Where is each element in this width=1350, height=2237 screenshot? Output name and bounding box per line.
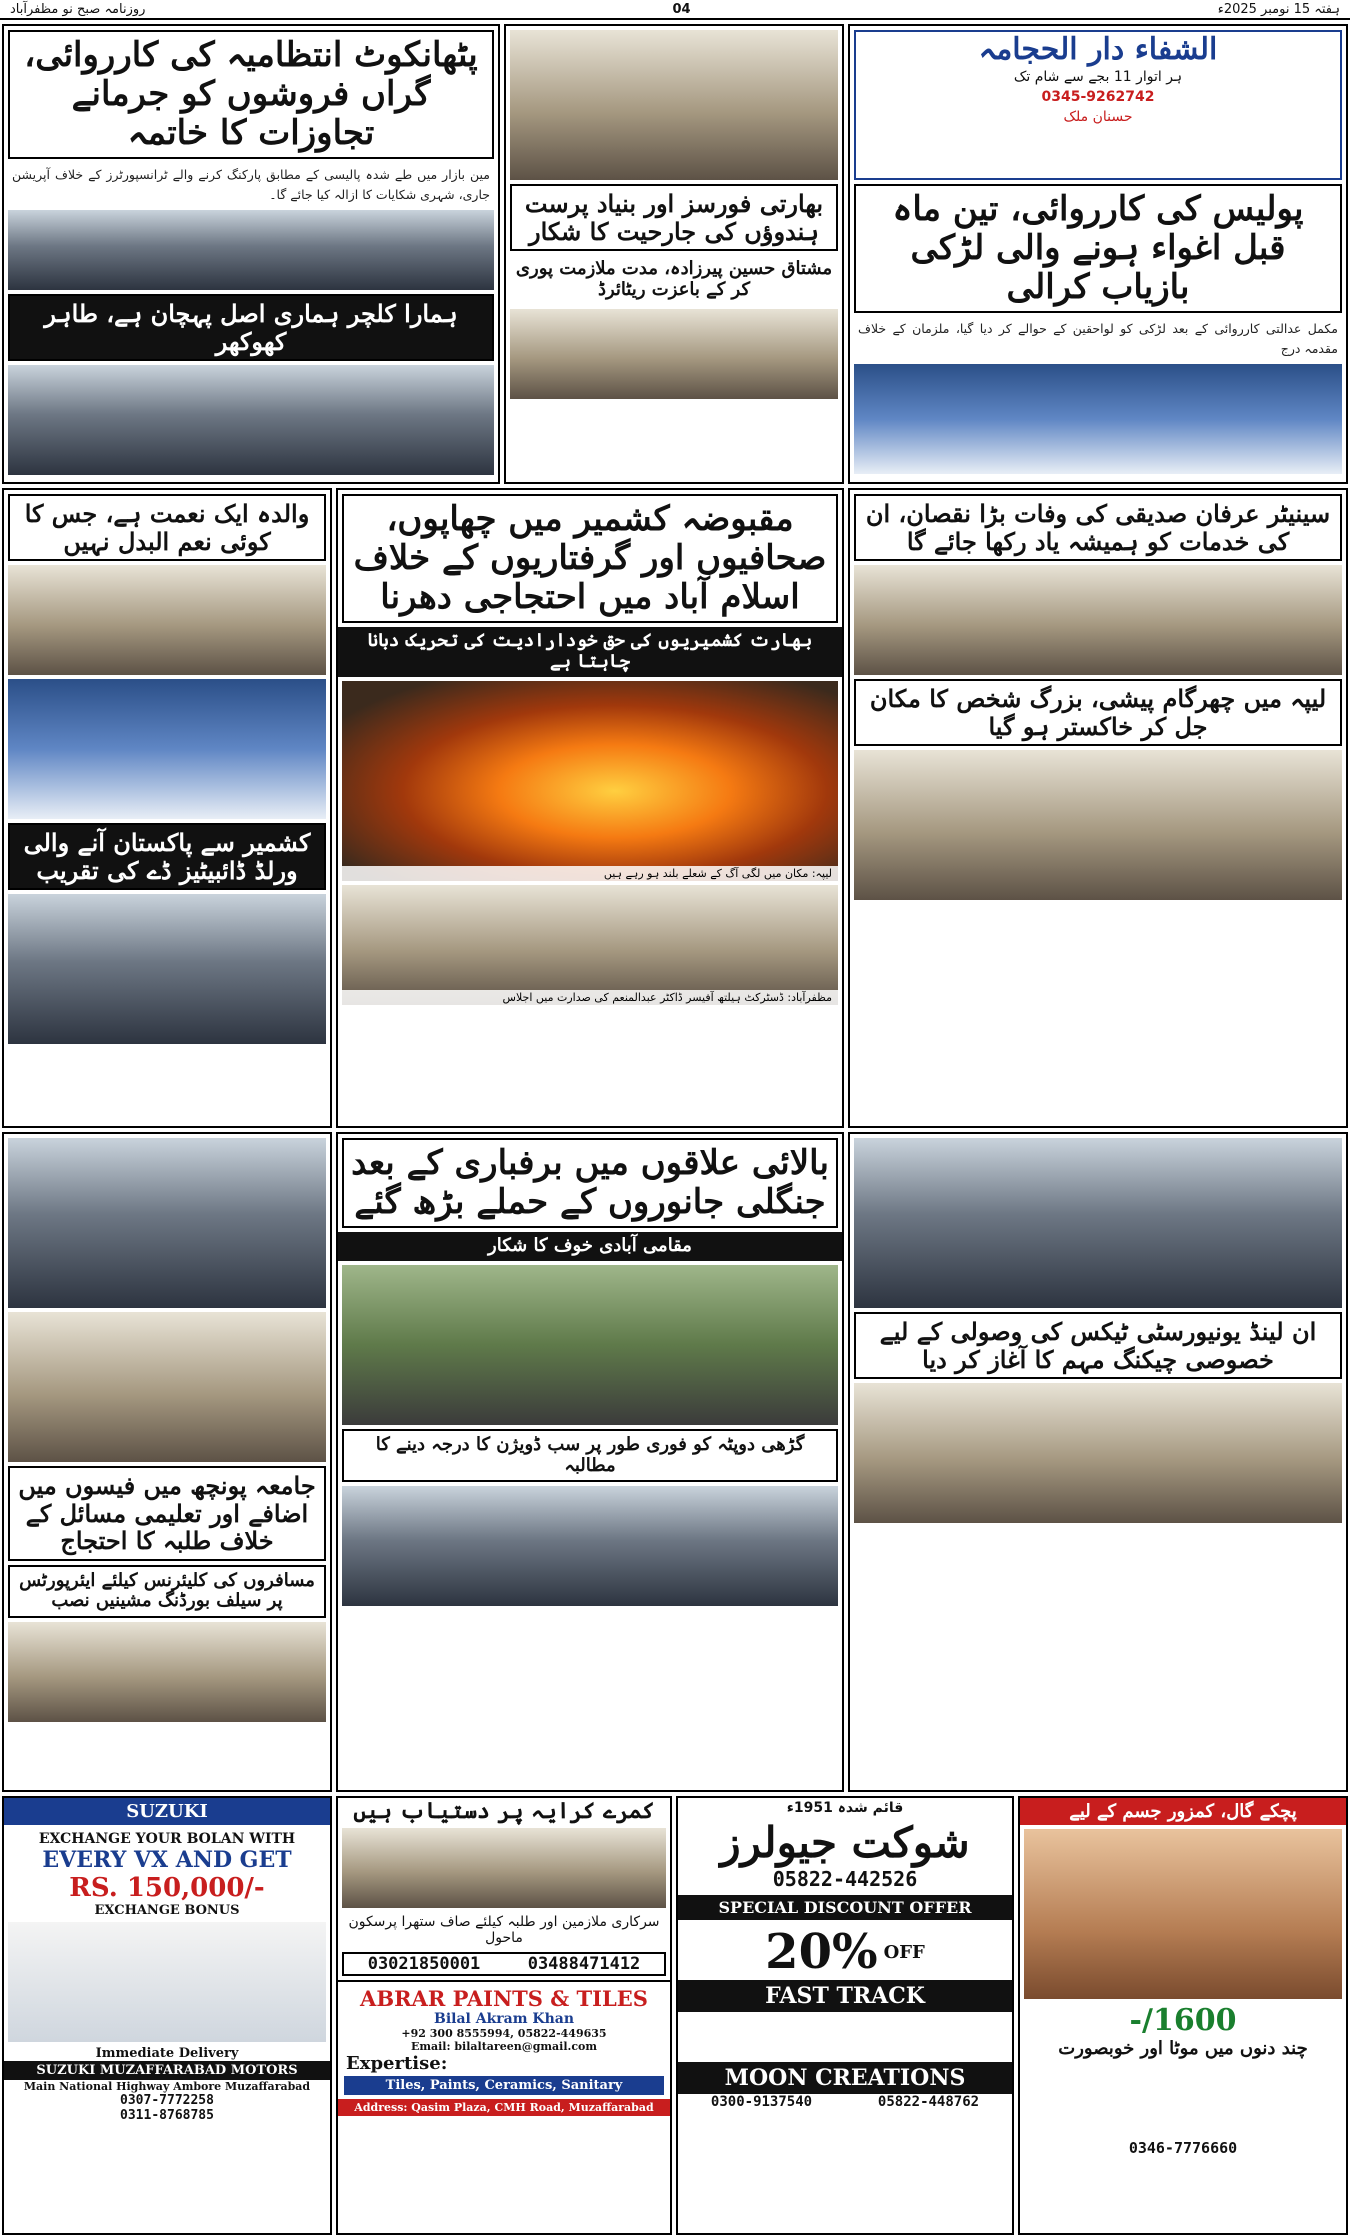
- story-s13-headline: مسافروں کی کلیئرنس کیلئے ایئرپورٹس پر سیلف بورڈنگ مشینیں نصب: [8, 1565, 326, 1618]
- story-s1-photo: [8, 210, 494, 290]
- ad-suzuki-bonus: EXCHANGE BONUS: [94, 1903, 240, 1918]
- ad-suzuki-phone2: 0311-8768785: [120, 2108, 214, 2123]
- ad-fitness-image: [1024, 1829, 1342, 1999]
- story-s10-headline: بالائی علاقوں میں برفباری کے بعد جنگلی جانوروں کے حملے بڑھ گئے: [342, 1138, 838, 1228]
- story-s11-headline: ان لینڈ یونیورسٹی ٹیکس کی وصولی کے لیے خصوصی چیکنگ مہم کا آغاز کر دیا: [854, 1312, 1342, 1379]
- story-s7: [2, 488, 332, 1128]
- story-s2-headline: ہمارا کلچر ہماری اصل پہچان ہے، طاہر کھوکھر: [8, 294, 494, 361]
- story-s8-photo: [8, 679, 326, 819]
- ad-shifa-person: حسنان ملک: [1063, 109, 1133, 125]
- ad-shifa: [854, 30, 1342, 180]
- ad-paints-address: Address: Qasim Plaza, CMH Road, Muzaffarabad: [338, 2099, 670, 2116]
- story-s3-headline: بھارتی فورسز اور بنیاد پرست ہندوؤں کی جارحیت کا شکار: [510, 184, 838, 251]
- ad-suzuki-dealer: SUZUKI MUZAFFARABAD MOTORS: [4, 2061, 330, 2080]
- story-s7-portrait: [8, 565, 326, 675]
- story-s13-photo: [8, 1622, 326, 1722]
- ad-fitness: [1018, 1796, 1348, 2235]
- story-s1-headline: پٹھانکوٹ انتظامیہ کی کارروائی، گراں فروشوں کو جرمانے تجاوزات کا خاتمہ: [8, 30, 494, 159]
- ad-fitness-phone: 0346-7776660: [1128, 2139, 1238, 2157]
- story-s3-subhead: مشتاق حسین پیرزادہ، مدت ملازمت پوری کر کے باعزت ریٹائرڈ: [515, 258, 833, 300]
- story-s4-body: مکمل عدالتی کارروائی کے بعد لڑکی کو لواحقین کے حوالے کر دیا گیا، ملزمان کے خلاف مقدمہ درج: [858, 321, 1338, 356]
- ad-jewellers: [676, 1796, 1014, 2235]
- story-s8-headline: کشمیر سے پاکستان آنے والی ورلڈ ڈائبیٹیز ڈے کی تقریب: [8, 823, 326, 890]
- page-number: 04: [672, 1, 691, 17]
- ad-jewellers-phone: 05822-442526: [772, 1867, 918, 1891]
- ad-paints-phones: +92 300 8555994, 05822-449635: [401, 2027, 607, 2040]
- story-s10: [336, 1132, 844, 1792]
- ad-rooms-phone2: 03488471412: [527, 1954, 641, 1974]
- ad-jewellers-since: قائم شدہ 1951ء: [786, 1800, 904, 1816]
- ad-shifa-line: ہر اتوار 11 بجے سے شام تک: [1013, 69, 1183, 85]
- masthead-bar: [0, 0, 1350, 20]
- story-s3-portrait: [510, 30, 838, 180]
- ad-suzuki-address: Main National Highway Ambore Muzaffarabad: [23, 2080, 311, 2093]
- ad-paints-items: Tiles, Paints, Ceramics, Sanitary: [344, 2076, 664, 2095]
- story-s5-headline: مقبوضہ کشمیر میں چھاپوں، صحافیوں اور گرفتاریوں کے خلاف اسلام آباد میں احتجاجی دھرنا: [342, 494, 838, 623]
- ad-jewellers-off: OFF: [883, 1941, 925, 1963]
- ad-rooms-title: کمرے کرایہ پر دستیاب ہیں: [353, 1798, 655, 1824]
- story-s5-subhead: بھارت کشمیریوں کی حق خودارادیت کی تحریک دبانا چاہتا ہے: [338, 627, 842, 676]
- ad-moon-phone2: 05822-448762: [877, 2094, 980, 2110]
- ad-paints-expertise: Expertise:: [346, 2053, 448, 2074]
- meeting-photo-caption: مظفرآباد: ڈسٹرکٹ ہیلتھ آفیسر ڈاکٹر عبدالمنعم کی صدارت میں اجلاس: [342, 990, 838, 1005]
- story-s14-headline: گڑھی دوپٹہ کو فوری طور پر سب ڈویژن کا درجہ دینے کا مطالبہ: [342, 1429, 838, 1482]
- story-s4-headline: پولیس کی کارروائی، تین ماہ قبل اغواء ہونے والی لڑکی بازیاب کرالی: [854, 184, 1342, 313]
- story-s4: [848, 24, 1348, 484]
- ad-fitness-price: -/1600: [1129, 2003, 1237, 2038]
- story-s11-photo-2: [854, 1383, 1342, 1523]
- ad-suzuki-amount: RS. 150,000/-: [69, 1873, 265, 1903]
- ad-suzuki: [2, 1796, 332, 2235]
- ad-suzuki-van-image: [8, 1922, 326, 2042]
- story-s4-photo: [854, 364, 1342, 474]
- story-s11-photo: [854, 1138, 1342, 1308]
- ad-rooms-phones: [342, 1952, 666, 1976]
- story-s3-photo: [510, 309, 838, 399]
- ad-rooms-note: سرکاری ملازمین اور طلبہ کیلئے صاف ستھرا پرسکون ماحول: [348, 1914, 660, 1946]
- story-s10-photo: [342, 1265, 838, 1425]
- story-s11: [848, 1132, 1348, 1792]
- masthead-paper-name: روزنامہ صبح نو مظفرآباد: [10, 1, 146, 17]
- story-s5: [336, 488, 844, 1128]
- story-s6: [848, 488, 1348, 1128]
- ad-jewellers-name: شوکت جیولرز: [720, 1818, 970, 1867]
- story-s9-photo: [854, 750, 1342, 900]
- ad-paints-email: Email: bilaltareen@gmail.com: [410, 2040, 598, 2053]
- ad-shifa-phone: 0345-9262742: [1041, 89, 1155, 105]
- ad-rooms-phone1: 03021850001: [367, 1954, 481, 1974]
- ad-moon-phones: [678, 2094, 1012, 2110]
- story-s1-body: مین بازار میں طے شدہ پالیسی کے مطابق پارکنگ کرنے والے ٹرانسپورٹرز کے خلاف آپریشن جاری، شہری شکایات کا ازالہ کیا جائے گا۔: [12, 167, 490, 202]
- story-s12-photo: [8, 1138, 326, 1308]
- story-s5-fire-photo: [342, 681, 838, 881]
- story-meeting-photo: [342, 885, 838, 1005]
- story-s1: [2, 24, 500, 484]
- story-s9-headline: لیپہ میں چھرگام پیشی، بزرگ شخص کا مکان جل کر خاکستر ہو گیا: [854, 679, 1342, 746]
- ad-jewellers-discount: 20%: [765, 1924, 878, 1980]
- ad-suzuki-brand: SUZUKI: [4, 1798, 330, 1825]
- story-s12: [2, 1132, 332, 1792]
- story-s12-headline: جامعہ پونچھ میں فیسوں میں اضافے اور تعلیمی مسائل کے خلاف طلبہ کا احتجاج: [8, 1466, 326, 1561]
- ad-rooms-image: [342, 1828, 666, 1908]
- story-s10-tag: مقامی آبادی خوف کا شکار: [338, 1232, 842, 1261]
- ad-fitness-title: پچکے گال، کمزور جسم کے لیے: [1020, 1798, 1346, 1825]
- story-s6-headline: سینیٹر عرفان صدیقی کی وفات بڑا نقصان، ان کی خدمات کو ہمیشہ یاد رکھا جائے گا: [854, 494, 1342, 561]
- ad-moon-phone1: 0300-9137540: [710, 2094, 813, 2110]
- story-s2-photo: [8, 365, 494, 475]
- ad-paints-owner: Bilal Akram Khan: [433, 2011, 575, 2027]
- story-s7-headline: والدہ ایک نعمت ہے، جس کا کوئی نعم البدل نہیں: [8, 494, 326, 561]
- story-s8-photo-2: [8, 894, 326, 1044]
- ad-paints-title: ABRAR PAINTS & TILES: [338, 1980, 670, 2011]
- ad-jewellers-offer: SPECIAL DISCOUNT OFFER: [678, 1895, 1012, 1920]
- ad-fitness-line: چند دنوں میں موٹا اور خوبصورت: [1058, 2038, 1308, 2059]
- ad-shifa-title: الشفاء دار الحجامہ: [978, 32, 1218, 67]
- ad-fast-track: FAST TRACK: [678, 1980, 1012, 2012]
- ad-suzuki-phone1: 0307-7772258: [120, 2093, 214, 2108]
- ad-jewellers-discount-row: [678, 1924, 1012, 1980]
- masthead-date: ہفتہ 15 نومبر 2025ء: [1217, 1, 1340, 17]
- story-s3: [504, 24, 844, 484]
- ad-suzuki-every: EVERY VX AND GET: [42, 1847, 292, 1873]
- ad-moon-creations: MOON CREATIONS: [678, 2062, 1012, 2094]
- story-s6-portrait: [854, 565, 1342, 675]
- ad-rooms-and-paints: [336, 1796, 672, 2235]
- fire-photo-caption: لیپہ: مکان میں لگی آگ کے شعلے بلند ہو رہے ہیں: [342, 866, 838, 881]
- ad-suzuki-exchange: EXCHANGE YOUR BOLAN WITH: [38, 1831, 296, 1847]
- ad-suzuki-delivery: Immediate Delivery: [95, 2046, 239, 2061]
- story-s14-photo: [342, 1486, 838, 1606]
- story-s12-photo-2: [8, 1312, 326, 1462]
